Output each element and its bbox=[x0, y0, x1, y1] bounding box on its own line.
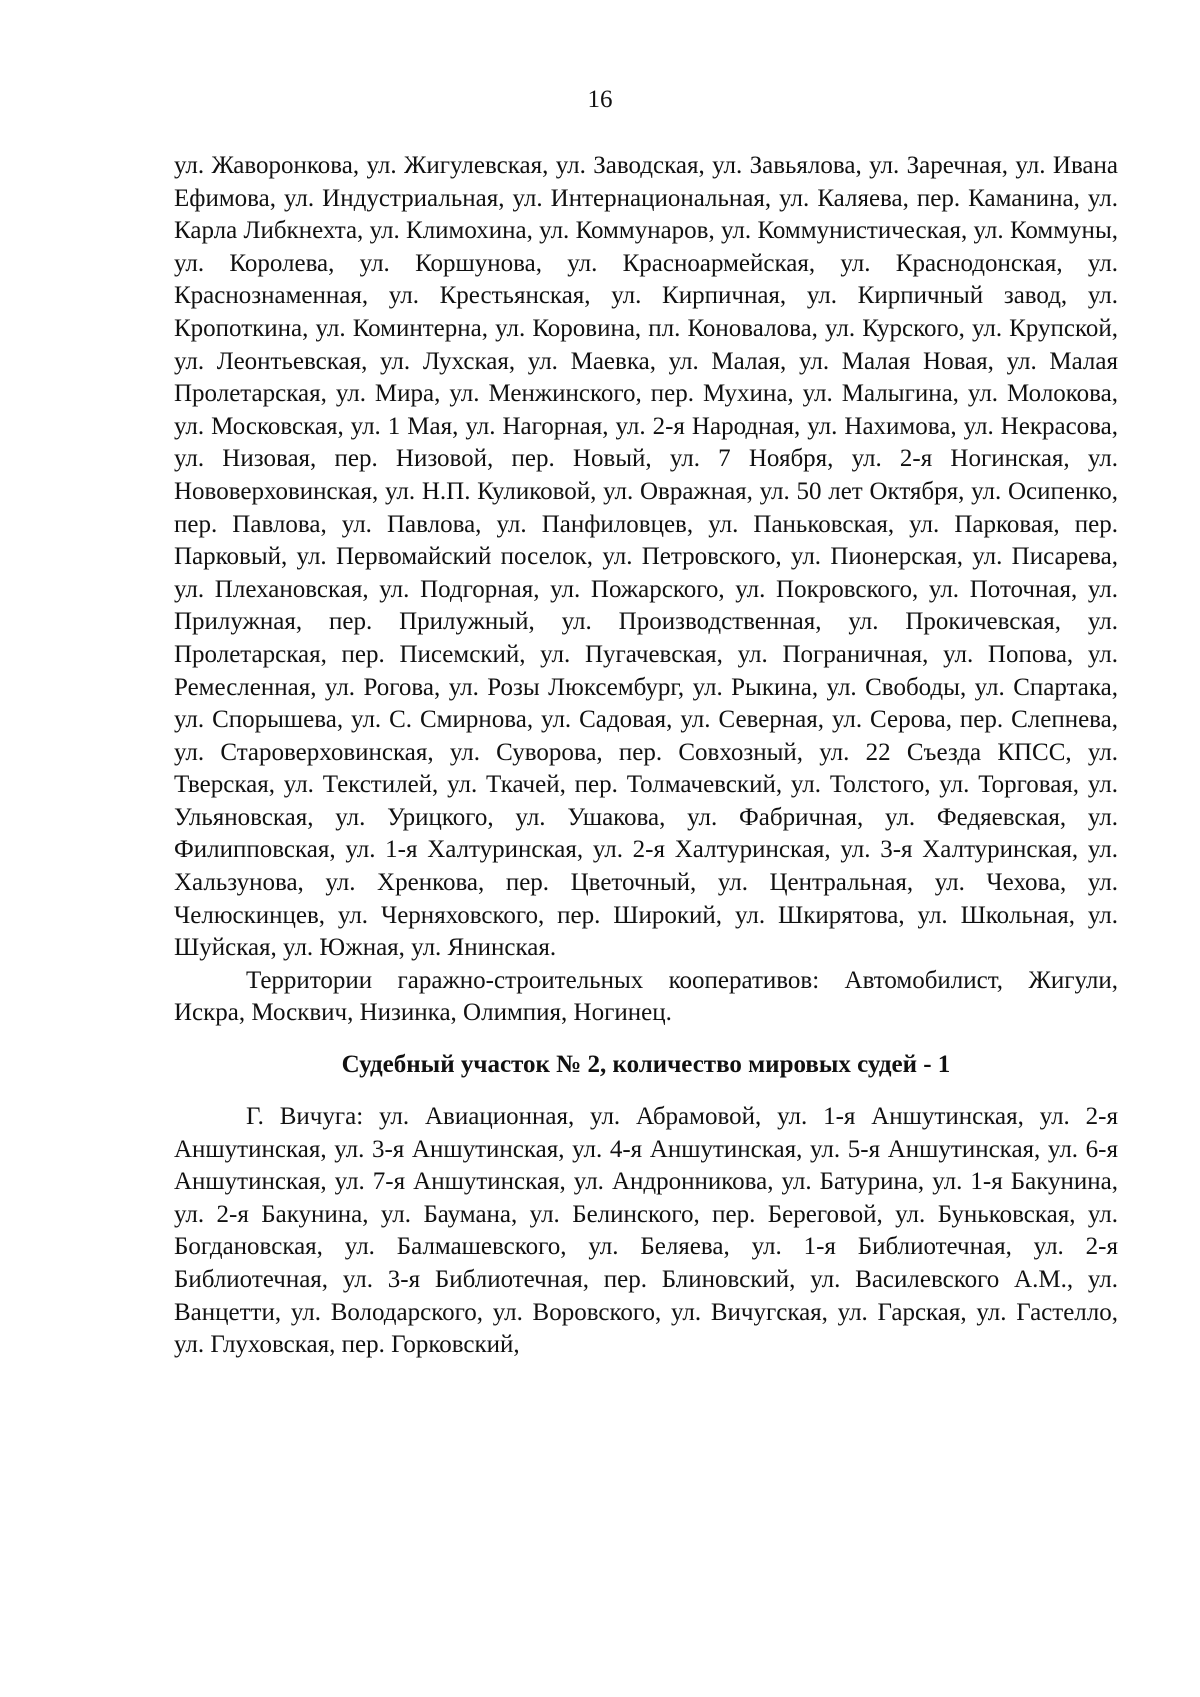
page-number: 16 bbox=[587, 86, 613, 113]
street-list-paragraph-2: Г. Вичуга: ул. Авиационная, ул. Абрамовой, ул. 1-я Аншутинская, ул. 2-я Аншутинская, ул. 3-я Аншутинская, ул. 4-я Аншутинская, ул. 5-я Аншутинская, ул. 6-я Аншутинская, ул. 7-я Аншутинская, ул. Андронникова, ул. Батурина, ул. 1-я Бакунина, ул. 2-я Бакунина, ул. Баумана, ул. Белинского, пер. Береговой, ул. Буньковская, ул. Богдановская, ул. Балмашевского, ул. Беляева, ул. 1-я Библиотечная, ул. 2-я Библиотечная, ул. 3-я Библиотечная, пер. Блиновский, ул. Василевского А.М., ул. Ванцетти, ул. Володарского, ул. Воровского, ул. Вичугская, ул. Гарская, ул. Гастелло, ул. Глуховская, пер. Горковский, bbox=[174, 1103, 1118, 1359]
document-body bbox=[174, 150, 1118, 1362]
garage-cooperatives-paragraph: Территории гаражно-строительных кооперативов: Автомобилист, Жигули, Искра, Москвич, Низинка, Олимпия, Ногинец. bbox=[174, 966, 1118, 1027]
section-heading: Судебный участок № 2, количество мировых судей - 1 bbox=[341, 1051, 951, 1079]
street-list-paragraph: ул. Жаворонкова, ул. Жигулевская, ул. Заводская, ул. Завьялова, ул. Заречная, ул. Ивана Ефимова, ул. Индустриальная, ул. Интернациональная, ул. Каляева, пер. Каманина, ул. Карла Либкнехта, ул. Климохина, ул. Коммунаров, ул. Коммунистическая, ул. Коммуны, ул. Королева, ул. Коршунова, ул. Красноармейская, ул. Краснодонская, ул. Краснознаменная, ул. Крестьянская, ул. Кирпичная, ул. Кирпичный завод, ул. Кропоткина, ул. Коминтерна, ул. Коровина, пл. Коновалова, ул. Курского, ул. Крупской, ул. Леонтьевская, ул. Лухская, ул. Маевка, ул. Малая, ул. Малая Новая, ул. Малая Пролетарская, ул. Мира, ул. Менжинского, пер. Мухина, ул. Малыгина, ул. Молокова, ул. Московская, ул. 1 Мая, ул. Нагорная, ул. 2-я Народная, ул. Нахимова, ул. Некрасова, ул. Низовая, пер. Низовой, пер. Новый, ул. 7 Ноября, ул. 2-я Ногинская, ул. Нововерховинская, ул. Н.П. Куликовой, ул. Овражная, ул. 50 лет Октября, ул. Осипенко, пер. Павлова, ул. Павлова, ул. Панфиловцев, ул. Паньковская, ул. Парковая, пер. Парковый, ул. Первомайский поселок, ул. Петровского, ул. Пионерская, ул. Писарева, ул. Плехановская, ул. Подгорная, ул. Пожарского, ул. Покровского, ул. Поточная, ул. Прилужная, пер. Прилужный, ул. Производственная, ул. Прокичевская, ул. Пролетарская, пер. Писемский, ул. Пугачевская, ул. Пограничная, ул. Попова, ул. Ремесленная, ул. Рогова, ул. Розы Люксембург, ул. Рыкина, ул. Свободы, ул. Спартака, ул. Спорышева, ул. С. Смирнова, ул. Садовая, ул. Северная, ул. Серова, пер. Слепнева, ул. Староверховинская, ул. Суворова, пер. Совхозный, ул. 22 Съезда КПСС, ул. Тверская, ул. Текстилей, ул. Ткачей, пер. Толмачевский, ул. Толстого, ул. Торговая, ул. Ульяновская, ул. Урицкого, ул. Ушакова, ул. Фабричная, ул. Федяевская, ул. Филипповская, ул. 1-я Халтуринская, ул. 2-я Халтуринская, ул. 3-я Халтуринская, ул. Хальзунова, ул. Хренкова, пер. Цветочный, ул. Центральная, ул. Чехова, ул. Челюскинцев, ул. Черняховского, пер. Широкий, ул. Шкирятова, ул. Школьная, ул. Шуйская, ул. Южная, ул. Янинская. bbox=[174, 152, 1118, 962]
